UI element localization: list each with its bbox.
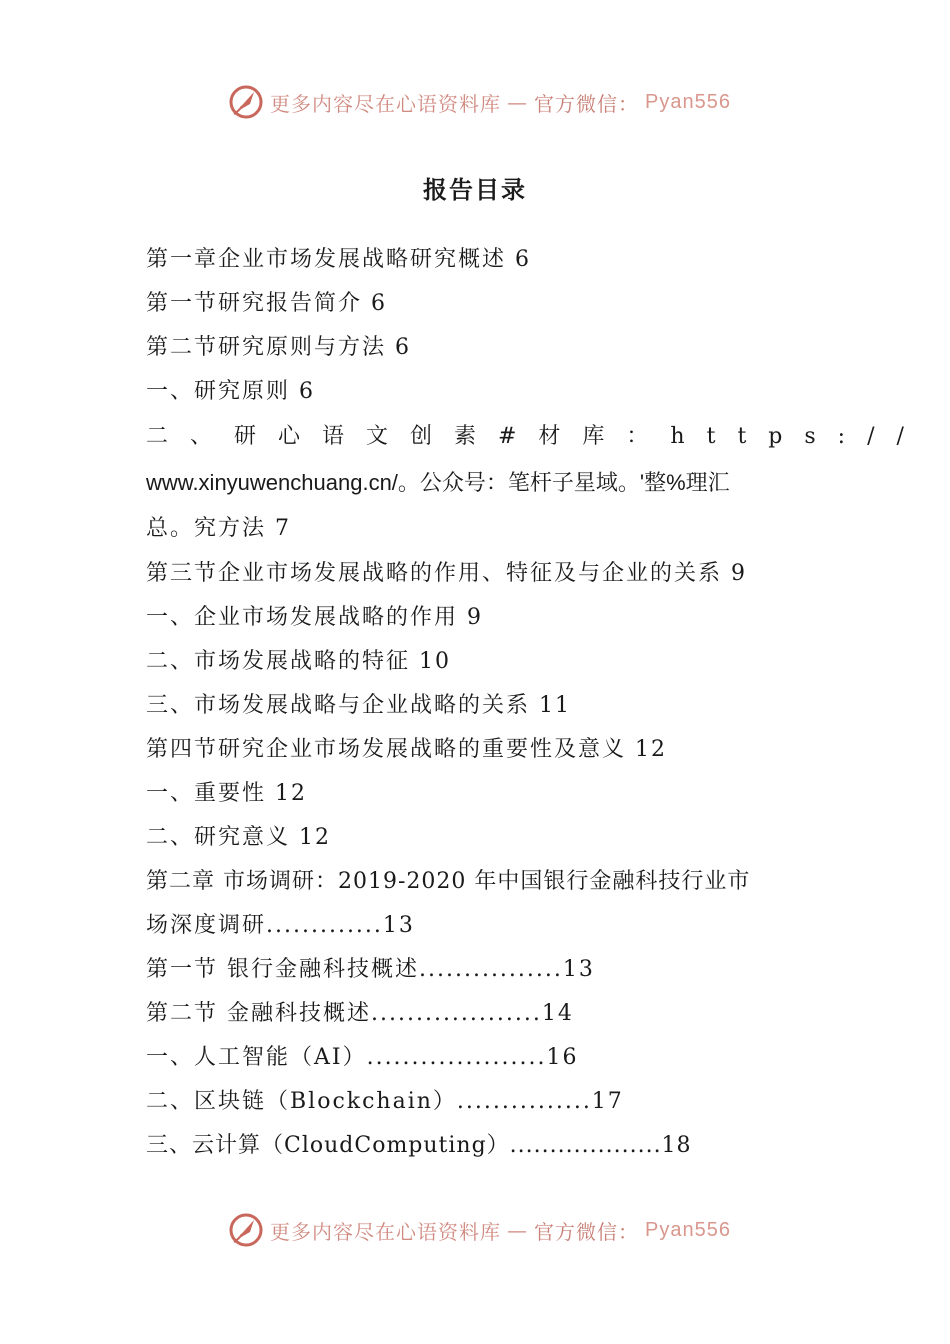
watermark-footer [228, 1212, 731, 1248]
watermark-dash: — [507, 90, 528, 114]
toc-entry[interactable]: 第二节 金融科技概述...................14 [146, 1001, 574, 1026]
watermark-dash: — [507, 1218, 528, 1242]
toc-entry[interactable]: 二、研究意义 12 [146, 825, 331, 850]
toc-entry[interactable]: 一、重要性 12 [146, 781, 307, 806]
toc-entry[interactable]: 三、市场发展战略与企业战略的关系 11 [146, 693, 571, 718]
watermark-handle: Pyan556 [645, 1218, 731, 1241]
toc-entry[interactable]: 第三节企业市场发展战略的作用、特征及与企业的关系 9 [146, 561, 747, 586]
toc-entry[interactable]: 场深度调研.............13 [146, 913, 415, 938]
toc-entry-text: 二、研心语文创素#材库：https:// [146, 424, 926, 449]
table-of-contents [146, 238, 926, 1168]
toc-entry[interactable]: 三、云计算（CloudComputing）...................18 [146, 1133, 692, 1158]
watermark-handle: Pyan556 [645, 90, 731, 113]
quill-logo-icon [228, 1212, 264, 1248]
toc-entry[interactable]: 第二节研究原则与方法 6 [146, 335, 411, 360]
toc-entry[interactable]: 第二章 市场调研：2019-2020 年中国银行金融科技行业市 [146, 869, 751, 894]
watermark-wechat-label: 官方微信： [534, 91, 639, 116]
toc-entry[interactable]: 一、人工智能（AI）....................16 [146, 1045, 579, 1070]
watermark-brand: 更多内容尽在心语资料库 [270, 91, 501, 116]
toc-entry[interactable]: 第四节研究企业市场发展战略的重要性及意义 12 [146, 737, 667, 762]
toc-entry[interactable]: 总。究方法 7 [146, 516, 291, 541]
toc-entry[interactable]: 二、区块链（Blockchain）...............17 [146, 1089, 624, 1114]
watermark-header [228, 84, 731, 120]
toc-entry[interactable]: 一、研究原则 6 [146, 379, 315, 404]
quill-logo-icon [228, 84, 264, 120]
page-title: 报告目录 [423, 176, 527, 204]
toc-entry[interactable]: www.xinyuwenchuang.cn/。公众号：笔杆子星域。'整%理汇 [146, 470, 730, 495]
toc-entry[interactable]: 二、市场发展战略的特征 10 [146, 649, 451, 674]
watermark-brand: 更多内容尽在心语资料库 [270, 1219, 501, 1244]
toc-entry[interactable] [146, 414, 926, 460]
toc-entry[interactable]: 一、企业市场发展战略的作用 9 [146, 605, 483, 630]
toc-entry[interactable]: 第一节研究报告简介 6 [146, 291, 387, 316]
toc-entry[interactable]: 第一章企业市场发展战略研究概述 6 [146, 247, 531, 272]
watermark-wechat-label: 官方微信： [534, 1219, 639, 1244]
toc-entry[interactable]: 第一节 银行金融科技概述................13 [146, 957, 595, 982]
